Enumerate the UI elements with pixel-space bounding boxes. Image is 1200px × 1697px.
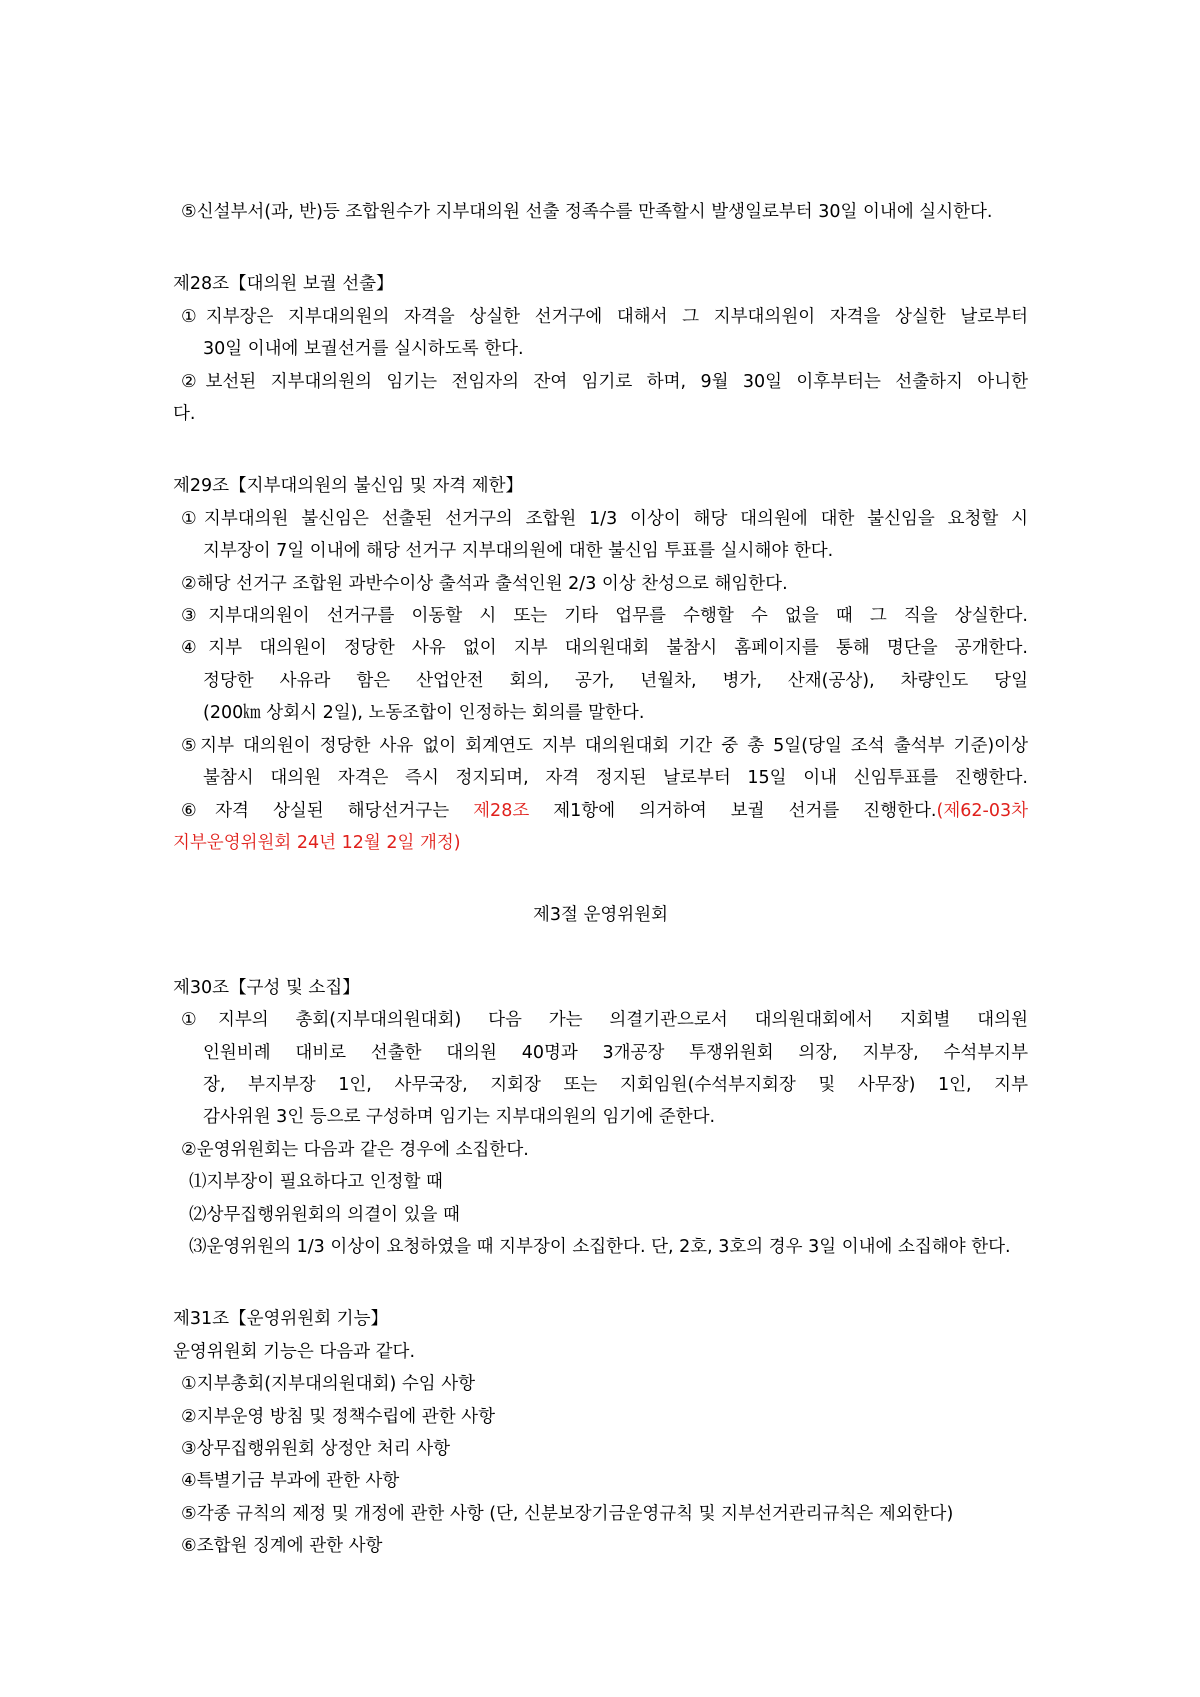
art29-item2: ②해당 선거구 조합원 과반수이상 출석과 출석인원 2/3 이상 찬성으로 해임한다. bbox=[181, 573, 788, 594]
art29-item1-line2: 지부장이 7일 이내에 해당 선거구 지부대의원에 대한 불신임 투표를 실시해야 한다. bbox=[203, 541, 834, 562]
art29-item4-line3: (200㎞ 상회시 2일), 노동조합이 인정하는 회의를 말한다. bbox=[203, 703, 645, 724]
art29-item4-line2: 정당한 사유라 함은 산업안전 회의, 공가, 년월차, 병가, 산재(공상), 차량인도 당일 bbox=[203, 670, 1028, 691]
art29-amendment-note-part2: 지부운영위원회 24년 12월 2일 개정) bbox=[173, 832, 461, 853]
art31-item5: ⑤각종 규칙의 제정 및 개정에 관한 사항 (단, 신분보장기금운영규칙 및 지부선거관리규칙은 제외한다) bbox=[181, 1503, 954, 1524]
art28-item1-line2: 30일 이내에 보궐선거를 실시하도록 한다. bbox=[203, 339, 524, 360]
art30-heading: 제30조【구성 및 소집】 bbox=[173, 977, 360, 998]
art29-item5-line1: ⑤지부 대의원이 정당한 사유 없이 회계연도 지부 대의원대회 기간 중 총 5일(당일 조석 출석부 기준)이상 bbox=[181, 735, 1028, 756]
art31-item6: ⑥조합원 징계에 관한 사항 bbox=[181, 1536, 383, 1557]
art30-subitem3: ⑶운영위원의 1/3 이상이 요청하였을 때 지부장이 소집한다. 단, 2호, 3호의 경우 3일 이내에 소집해야 한다. bbox=[189, 1236, 1011, 1257]
art28-item2-line1: ②보선된 지부대의원의 임기는 전임자의 잔여 임기로 하며, 9월 30일 이후부터는 선출하지 아니한 bbox=[181, 371, 1028, 392]
art30-item1-line4: 감사위원 3인 등으로 구성하며 임기는 지부대의원의 임기에 준한다. bbox=[203, 1107, 716, 1128]
art29-item5-line2: 불참시 대의원 자격은 즉시 정지되며, 자격 정지된 날로부터 15일 이내 신임투표를 진행한다. bbox=[203, 768, 1028, 789]
art28-heading: 제28조【대의원 보궐 선출】 bbox=[173, 274, 394, 295]
art29-heading: 제29조【지부대의원의 불신임 및 자격 제한】 bbox=[173, 476, 523, 497]
document-body bbox=[173, 196, 1028, 1563]
art29-item6-article-reference: 제28조 bbox=[473, 800, 530, 821]
section3-title: 제3절 운영위원회 bbox=[532, 905, 669, 926]
art28-item2-line2: 다. bbox=[173, 404, 196, 425]
art31-intro: 운영위원회 기능은 다음과 같다. bbox=[173, 1341, 416, 1362]
art30-item2: ②운영위원회는 다음과 같은 경우에 소집한다. bbox=[181, 1139, 529, 1160]
art29-item6-text-a: ⑥자격 상실된 해당선거구는 bbox=[181, 800, 474, 821]
art29-item3: ③지부대의원이 선거구를 이동할 시 또는 기타 업무를 수행할 수 없을 때 그 직을 상실한다. bbox=[181, 606, 1028, 627]
art29-item6-line1 bbox=[173, 795, 1028, 827]
art31-item1: ①지부총회(지부대의원대회) 수임 사항 bbox=[181, 1374, 476, 1395]
art30-item1-line2: 인원비례 대비로 선출한 대의원 40명과 3개공장 투쟁위원회 의장, 지부장, 수석부지부 bbox=[203, 1042, 1028, 1063]
art31-item4: ④특별기금 부과에 관한 사항 bbox=[181, 1471, 400, 1492]
art30-item1-line1: ①지부의 총회(지부대의원대회) 다음 가는 의결기관으로서 대의원대회에서 지회별 대의원 bbox=[181, 1010, 1028, 1031]
art30-subitem2: ⑵상무집행위원회의 의결이 있을 때 bbox=[189, 1204, 460, 1225]
art31-item3: ③상무집행위원회 상정안 처리 사항 bbox=[181, 1439, 451, 1459]
art27-item5: ⑤신설부서(과, 반)등 조합원수가 지부대의원 선출 정족수를 만족할시 발생일로부터 30일 이내에 실시한다. bbox=[181, 202, 993, 222]
art31-heading: 제31조【운영위원회 기능】 bbox=[173, 1309, 388, 1330]
art30-item1-line3: 장, 부지부장 1인, 사무국장, 지회장 또는 지회임원(수석부지회장 및 사무장) 1인, 지부 bbox=[203, 1074, 1028, 1095]
art30-subitem1: ⑴지부장이 필요하다고 인정할 때 bbox=[189, 1172, 443, 1193]
art29-item6-text-b: 제1항에 의거하여 보궐 선거를 진행한다. bbox=[529, 800, 937, 821]
art29-item4-line1: ④지부 대의원이 정당한 사유 없이 지부 대의원대회 불참시 홈페이지를 통해 명단을 공개한다. bbox=[181, 638, 1028, 659]
art28-item1-line1: ①지부장은 지부대의원의 자격을 상실한 선거구에 대해서 그 지부대의원이 자격을 상실한 날로부터 bbox=[181, 306, 1028, 327]
art29-item1-line1: ①지부대의원 불신임은 선출된 선거구의 조합원 1/3 이상이 해당 대의원에 대한 불신임을 요청할 시 bbox=[181, 508, 1028, 529]
art31-item2: ②지부운영 방침 및 정책수립에 관한 사항 bbox=[181, 1406, 495, 1427]
art29-amendment-note-part1: (제62-03차 bbox=[936, 800, 1028, 821]
